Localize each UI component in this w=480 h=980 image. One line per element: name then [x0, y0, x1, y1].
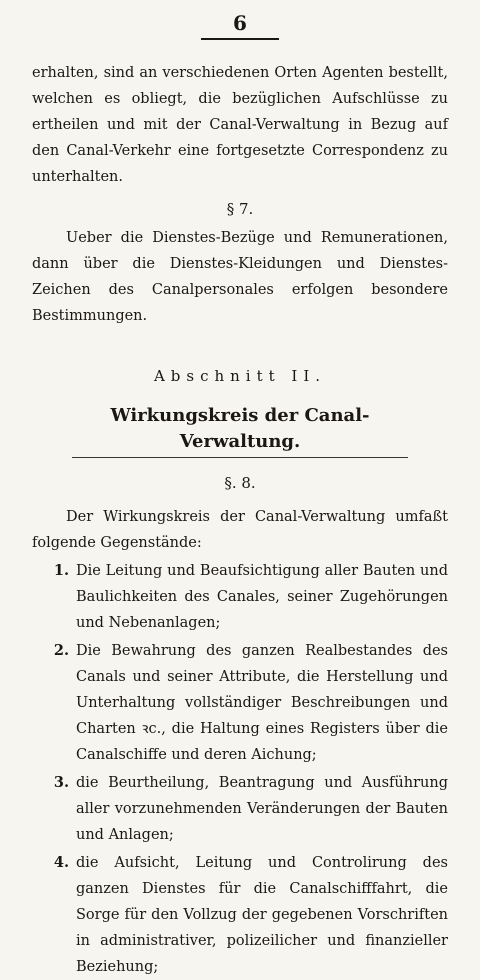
list-item-text: die Beurtheilung, Beantragung und Ausführung aller vorzunehmenden Veränderungen der Bauten und Anlagen; — [76, 775, 448, 843]
list-item-number: 2. — [53, 642, 69, 659]
list-item-text: Die Bewahrung des ganzen Realbestandes des Canals und seiner Attribute, die Herstellung und Unterhaltung vollständiger Beschreibungen und Charten ꝛc., die Haltung eines Registers über die Canalschiffe und deren Aichung; — [76, 643, 448, 763]
list-item-number: 4. — [53, 854, 69, 871]
section-8-intro: Der Wirkungskreis der Canal-Verwaltung umfaßt folgende Gegenstände: — [32, 509, 448, 551]
continued-paragraph: erhalten, sind an verschiedenen Orten Agenten bestellt, welchen es obliegt, die bezüglichen Aufschlüsse zu ertheilen und mit der Canal-Verwaltung in Bezug auf den Canal-Verkehr eine fortgesetzte Correspondenz zu unterhalten. — [32, 65, 448, 185]
list-item-number: 1. — [53, 562, 69, 579]
list-item-text: Die Leitung und Beaufsichtigung aller Bauten und Baulichkeiten des Canales, seiner Zugehörungen und Nebenanlagen; — [76, 563, 448, 631]
section-7-paragraph: Ueber die Dienstes-Bezüge und Remunerationen, dann über die Dienstes-Kleidungen und Dienstes-Zeichen des Canalpersonales erfolgen besondere Bestimmungen. — [32, 230, 448, 324]
competence-list — [32, 558, 448, 980]
page-number: 6 — [233, 11, 247, 35]
list-item — [32, 638, 448, 768]
header-rule — [201, 38, 279, 40]
list-item-number: 3. — [53, 774, 69, 791]
list-item-text: die Aufsicht, Leitung und Controlirung des ganzen Dienstes für die Canalschifffahrt, die Sorge für den Vollzug der gegebenen Vorschriften in administrativer, polizeilicher und finanzieller Beziehung; — [76, 855, 448, 975]
abschnitt-heading: Abschnitt II. — [153, 367, 327, 385]
section-8-heading: §. 8. — [224, 474, 256, 492]
section-7-heading: § 7. — [226, 200, 254, 218]
list-item — [32, 850, 448, 980]
chapter-title: Wirkungskreis der Canal-Verwaltung. — [72, 403, 408, 458]
list-item — [32, 770, 448, 848]
list-item — [32, 558, 448, 636]
